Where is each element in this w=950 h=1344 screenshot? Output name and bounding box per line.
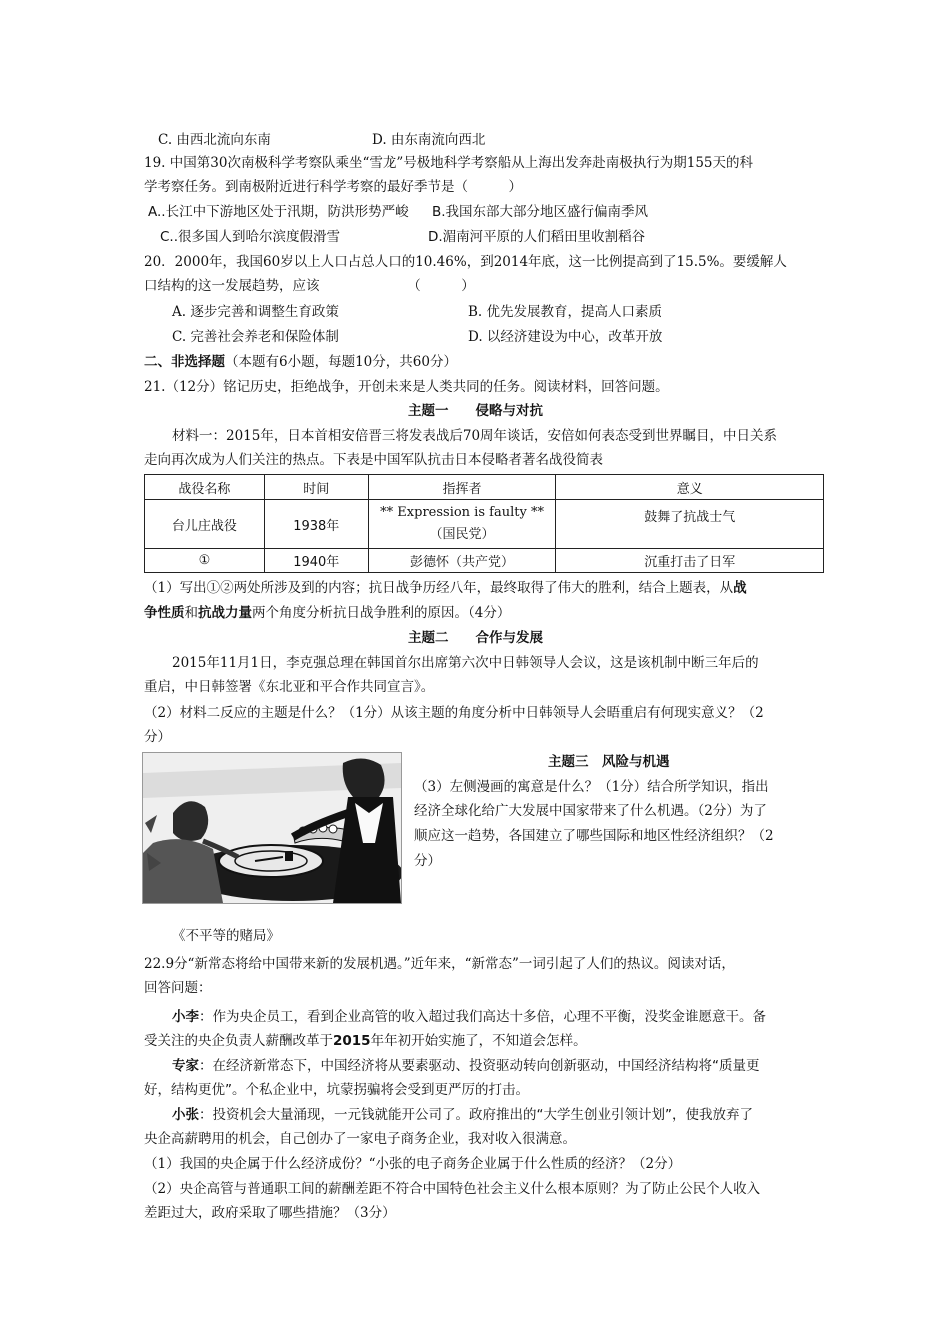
q21-sub3-line4: 分） [414,853,441,869]
q20-stem-line1: 20．2000年，我国60岁以上人口占总人口的10.46%，到2014年底，这一比例提高到了15.5%。要缓解人 [144,254,787,270]
speaker-xiaoli: 小李 [172,1009,199,1025]
table-cell: 彭德怀（共产党） [368,549,556,573]
q21-sub1-keyword: 抗战力量 [198,605,252,621]
section-two-heading [144,352,457,372]
q19-option-c: C..很多国人到哈尔滨度假滑雪 [160,229,341,245]
q21-theme1-title: 主题一 侵略与对抗 [408,403,543,419]
q22-stem-line2: 回答问题： [144,980,212,996]
q21-material2-line1: 2015年11月1日，李克强总理在韩国首尔出席第六次中日韩领导人会议，这是该机制中断三年后的 [172,655,759,671]
q21-sub1-line2 [144,603,510,623]
dialogue-text: 年年初开始实施了，不知道会怎样。 [370,1033,587,1049]
dialogue-expert-line2: 好，结构更优”。个私企业中，坑蒙拐骗将会受到更严厉的打击。 [144,1082,529,1098]
dialogue-xiaoli-line1 [172,1007,766,1027]
table-header-row [145,475,824,500]
table-cell: ** Expression is faulty **（国民党） [368,500,556,549]
q21-sub1-keyword: 战 [733,580,747,596]
dialogue-text: ：在经济新常态下，中国经济将从要素驱动、投资驱动转向创新驱动，中国经济结构将“质量更 [199,1058,760,1074]
table-cell: 1940年 [264,549,368,573]
q21-sub1-text: 和 [184,605,198,621]
q22-sub1: （1）我国的央企属于什么经济成份？“小张的电子商务企业属于什么性质的经济？（2分） [144,1156,682,1172]
q19-option-a: A..长江中下游地区处于汛期，防洪形势严峻 [148,204,409,220]
q20-option-a: A. 逐步完善和调整生育政策 [172,304,339,320]
table-header-cell: 指挥者 [368,475,556,500]
table-cell: 台儿庄战役 [145,500,265,549]
q21-sub3-line2: 经济全球化给广大发展中国家带来了什么机遇。（2分）为了 [414,803,767,819]
q19-option-d: D.湄南河平原的人们稻田里收割稻谷 [428,229,646,245]
q21-sub2-line1: （2）材料二反应的主题是什么？（1分）从该主题的角度分析中日韩领导人会晤重启有何现实意义？（2 [144,705,764,721]
dialogue-year: 2015 [333,1033,371,1049]
q21-material2-line2: 重启，中日韩签署《东北亚和平合作共同宣言》。 [144,679,435,695]
table-header-cell: 意义 [556,475,824,500]
q21-sub1-line1 [144,578,747,598]
q21-material1-line1: 材料一：2015年，日本首相安倍晋三将发表战后70周年谈话，安倍如何表态受到世界瞩目，中日关系 [172,428,778,444]
q19-option-b: B.我国东部大部分地区盛行偏南季风 [432,204,649,220]
q21-intro: 21.（12分）铭记历史，拒绝战争，开创未来是人类共同的任务。阅读材料，回答问题。 [144,379,669,395]
q21-material1-line2: 走向再次成为人们关注的热点。下表是中国军队抗击日本侵略者著名战役简表 [144,452,603,468]
dialogue-text: ：投资机会大量涌现，一元钱就能开公司了。政府推出的“大学生创业引领计划”，使我放弃了 [199,1107,753,1123]
q21-sub3-line3: 顺应这一趋势，各国建立了哪些国际和地区性经济组织？（2 [414,828,774,844]
table-row [145,500,824,549]
q20-option-c: C. 完善社会养老和保险体制 [172,329,339,345]
table-header-cell: 时间 [264,475,368,500]
q21-sub1-text: 两个角度分析抗日战争胜利的原因。（4分） [252,605,511,621]
q22-stem-line1: 22.9分“新常态将给中国带来新的发展机遇。”近年来，“新常态”一词引起了人们的热议。阅读对话， [144,956,735,972]
dialogue-expert-line1 [172,1056,760,1076]
q21-sub1-keyword: 争性质 [144,605,185,621]
dialogue-xiaoli-line2 [144,1031,587,1051]
table-cell: ① [145,549,265,573]
q22-sub2-line1: （2）央企高管与普通职工间的薪酬差距不符合中国特色社会主义什么根本原则？为了防止公民个人收入 [144,1181,761,1197]
cartoon-drawing [143,753,401,903]
q20-option-d: D. 以经济建设为中心，改革开放 [468,329,663,345]
table-cell: 鼓舞了抗战士气 [556,500,824,549]
q19-stem-line2: 学考察任务。到南极附近进行科学考察的最好季节是（ ） [144,179,522,195]
q21-sub2-line2: 分） [144,729,171,745]
q22-sub2-line2: 差距过大，政府采取了哪些措施？（3分） [144,1205,396,1221]
q21-sub1-text: （1）写出①②两处所涉及到的内容；抗日战争历经八年，最终取得了伟大的胜利，结合上题表，从 [144,580,734,596]
q20-stem-line2: 口结构的这一发展趋势，应该 （ ） [144,278,475,294]
q21-theme3-title: 主题三 风险与机遇 [548,754,670,770]
dialogue-xiaozhang-line1 [172,1105,753,1125]
q21-theme2-title: 主题二 合作与发展 [408,630,543,646]
speaker-expert: 专家 [172,1058,199,1074]
dialogue-xiaozhang-line2: 央企高薪聘用的机会，自己创办了一家电子商务企业，我对收入很满意。 [144,1131,576,1147]
speaker-xiaozhang: 小张 [172,1107,199,1123]
q19-stem-line1: 19. 中国第30次南极科学考察队乘坐“雪龙”号极地科学考察船从上海出发奔赴南极执行为期155天的科 [144,155,754,171]
dialogue-text: ：作为央企员工，看到企业高管的收入超过我们高达十多倍，心理不平衡，没奖金谁愿意干。备 [199,1009,766,1025]
dialogue-text: 受关注的央企负责人薪酬改革于 [144,1033,333,1049]
q20-option-b: B. 优先发展教育，提高人口素质 [468,304,663,320]
battle-table [144,474,824,573]
table-header-cell: 战役名称 [145,475,265,500]
cartoon-caption: 《不平等的赌局》 [172,928,280,944]
section-two-title: 二、非选择题 [144,354,225,370]
q21-sub3-line1: （3）左侧漫画的寓意是什么？（1分）结合所学知识，指出 [414,779,769,795]
q18-option-c: C. 由西北流向东南 [158,132,271,148]
table-cell: 沉重打击了日军 [556,549,824,573]
q18-option-d: D. 由东南流向西北 [372,132,486,148]
table-row [145,549,824,573]
cartoon-unequal-gamble [142,752,402,904]
table-cell: 1938年 [264,500,368,549]
section-two-note: （本题有6小题，每题10分，共60分） [225,354,457,370]
